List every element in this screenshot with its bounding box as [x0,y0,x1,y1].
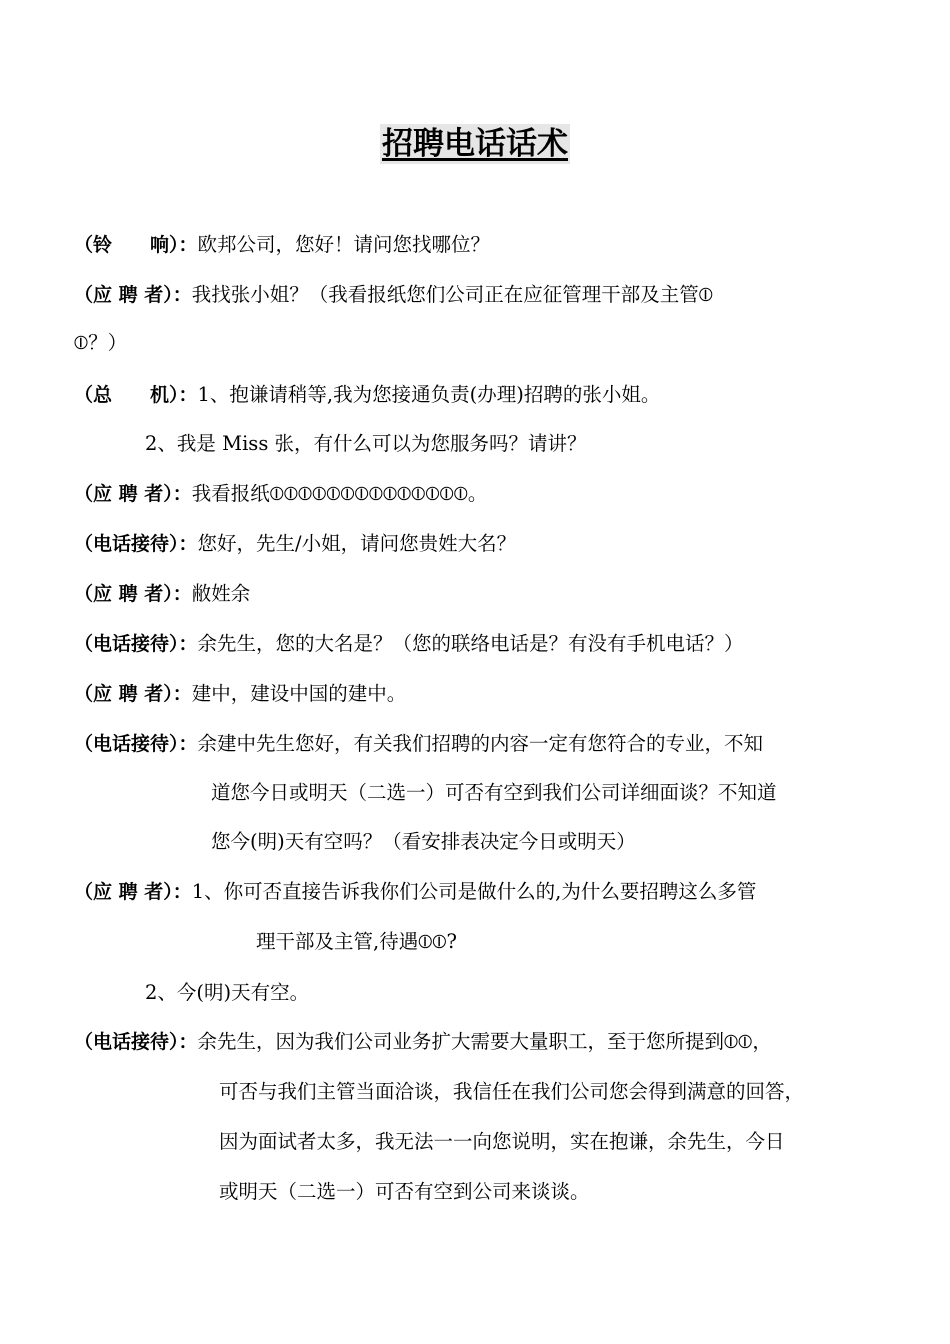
speaker-label: （应 聘 者）： [74,483,192,505]
dialogue-line [74,877,756,907]
dialogue-text: 1、抱谦请稍等,我为您接通负责(办理)招聘的张小姐。 [197,383,661,406]
speaker-label: （电话接待）： [74,533,198,555]
speaker-label: （电话接待）： [74,1031,198,1053]
dialogue-text: 余建中先生您好，有关我们招聘的内容一定有您符合的专业，不知 [197,732,764,755]
speaker-label: （应 聘 者）： [74,683,192,705]
dialogue-continuation: 您今(明)天有空吗？（看安排表决定今日或明天） [211,830,636,853]
speaker-label: （电话接待）： [74,733,198,755]
dialogue-text: 敝姓余 [191,582,251,605]
dialogue-continuation: 道您今日或明天（二选一）可否有空到我们公司详细面谈？不知道 [211,781,777,804]
dialogue-line [74,629,744,659]
dialogue-line [74,529,516,559]
dialogue-continuation: 2、我是 Miss 张，有什么可以为您服务吗？请讲？ [145,432,587,455]
dialogue-continuation: ⦶？） [74,331,128,354]
dialogue-continuation: 理干部及主管,待遇⦶⦶? [256,930,457,953]
dialogue-line [74,579,250,609]
dialogue-text: 建中，建设中国的建中。 [191,682,407,705]
speaker-label: （应 聘 者）： [74,583,192,605]
dialogue-line [74,1027,772,1057]
dialogue-text: 我找张小姐？（我看报纸您们公司正在应征管理干部及主管⦶ [191,283,713,306]
dialogue-text: 我看报纸⦶⦶⦶⦶⦶⦶⦶⦶⦶⦶⦶⦶⦶⦶。 [191,482,488,505]
speaker-label: （电话接待）： [74,633,198,655]
dialogue-continuation: 或明天（二选一）可否有空到公司来谈谈。 [219,1180,590,1203]
dialogue-continuation: 可否与我们主管当面洽谈，我信任在我们公司您会得到满意的回答， [219,1080,805,1103]
document-title-wrap [0,124,950,164]
speaker-label: （应 聘 者）： [74,881,192,903]
dialogue-line [74,479,487,509]
dialogue-line [74,280,713,310]
dialogue-text: 余先生，您的大名是？（您的联络电话是？有没有手机电话？） [197,632,744,655]
document-title: 招聘电话话术 [382,126,568,162]
dialogue-line [74,230,490,260]
dialogue-line [74,380,660,410]
dialogue-line [74,679,406,709]
speaker-label: （铃 响）： [74,234,198,256]
dialogue-text: 欧邦公司，您好！请问您找哪位？ [197,233,491,256]
speaker-label: （应 聘 者）： [74,284,192,306]
dialogue-text: 余先生，因为我们公司业务扩大需要大量职工，至于您所提到⦶⦶， [197,1030,772,1053]
dialogue-text: 您好，先生/小姐，请问您贵姓大名？ [197,532,517,555]
dialogue-continuation: 2、今(明)天有空。 [145,981,310,1004]
speaker-label: （总 机）： [74,384,198,406]
dialogue-text: 1、你可否直接告诉我你们公司是做什么的,为什么要招聘这么多管 [191,880,757,903]
dialogue-line [74,729,763,759]
dialogue-continuation: 因为面试者太多，我无法一一向您说明，实在抱谦，余先生，今日 [219,1130,785,1153]
